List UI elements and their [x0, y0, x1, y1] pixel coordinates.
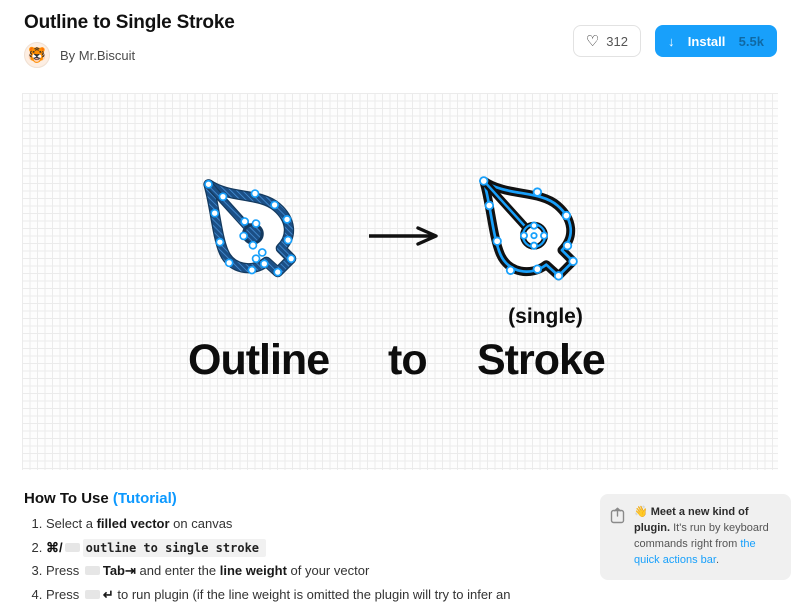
- step-1-post: on canvas: [169, 516, 233, 531]
- command-shortcut: ⌘/: [46, 539, 63, 555]
- plugin-tip-box: [600, 494, 791, 580]
- install-button[interactable]: [655, 25, 777, 57]
- step-3: [46, 563, 584, 579]
- key-placeholder-icon: [65, 543, 80, 552]
- key-placeholder-icon: [85, 566, 100, 575]
- enter-key-label: ↵: [102, 586, 114, 602]
- step-3-pre: Press: [46, 563, 83, 579]
- step-4-pre: Press: [46, 586, 83, 602]
- step-1: [46, 516, 584, 532]
- author-name: By Mr.Biscuit: [60, 47, 136, 63]
- tutorial-link[interactable]: (Tutorial): [112, 490, 177, 507]
- hero-word-outline: Outline: [188, 336, 330, 384]
- like-count: 312: [606, 33, 628, 49]
- pen-outline-illustration: [196, 176, 314, 300]
- tip-period: .: [715, 553, 719, 566]
- quick-actions-link[interactable]: the quick actions bar: [634, 537, 756, 566]
- pen-stroke-illustration: [470, 172, 598, 306]
- tip-text: [634, 505, 779, 569]
- step-3-mid: and enter the: [135, 563, 220, 579]
- command-code: outline to single stroke: [83, 539, 266, 557]
- step-4-post: to run plugin (if the line weight is omitted the plugin will try to infer an: [113, 586, 511, 602]
- tip-bold-text: Meet a new kind of plugin.: [634, 506, 749, 534]
- tab-key-label: Tab⇥: [102, 563, 136, 579]
- page-title: Outline to Single Stroke: [24, 12, 235, 33]
- how-to-use-section: [24, 490, 584, 610]
- how-to-use-steps: [46, 516, 584, 602]
- step-3-post: of your vector: [286, 563, 370, 579]
- hero-word-stroke: Stroke: [477, 336, 605, 384]
- install-label: Install: [687, 33, 726, 49]
- heart-icon: ♡: [585, 32, 600, 50]
- how-to-use-heading: [24, 490, 584, 507]
- hero-word-single: (single): [508, 305, 583, 328]
- download-icon: ↓: [668, 33, 675, 49]
- tip-body-text: It's run by keyboard commands right from: [634, 521, 769, 550]
- hero-word-to: to: [388, 336, 427, 384]
- author-avatar: 🐯: [24, 42, 50, 68]
- wave-emoji-icon: 👋: [634, 506, 648, 518]
- step-1-text: Select a: [46, 516, 97, 531]
- key-placeholder-icon: [85, 590, 100, 599]
- header-actions: [573, 25, 777, 57]
- step-2: [46, 540, 584, 556]
- plugin-icon: [610, 507, 625, 524]
- arrow-right-icon: [366, 226, 442, 246]
- author-byline[interactable]: [24, 42, 135, 68]
- step-3-bold: line weight: [219, 563, 287, 579]
- install-count: 5.5k: [738, 33, 764, 49]
- like-button[interactable]: [573, 25, 641, 57]
- step-4: [46, 587, 584, 603]
- how-to-use-title: How To Use: [24, 490, 109, 507]
- step-1-bold: filled vector: [96, 516, 170, 531]
- plugin-cover-image: [22, 93, 778, 470]
